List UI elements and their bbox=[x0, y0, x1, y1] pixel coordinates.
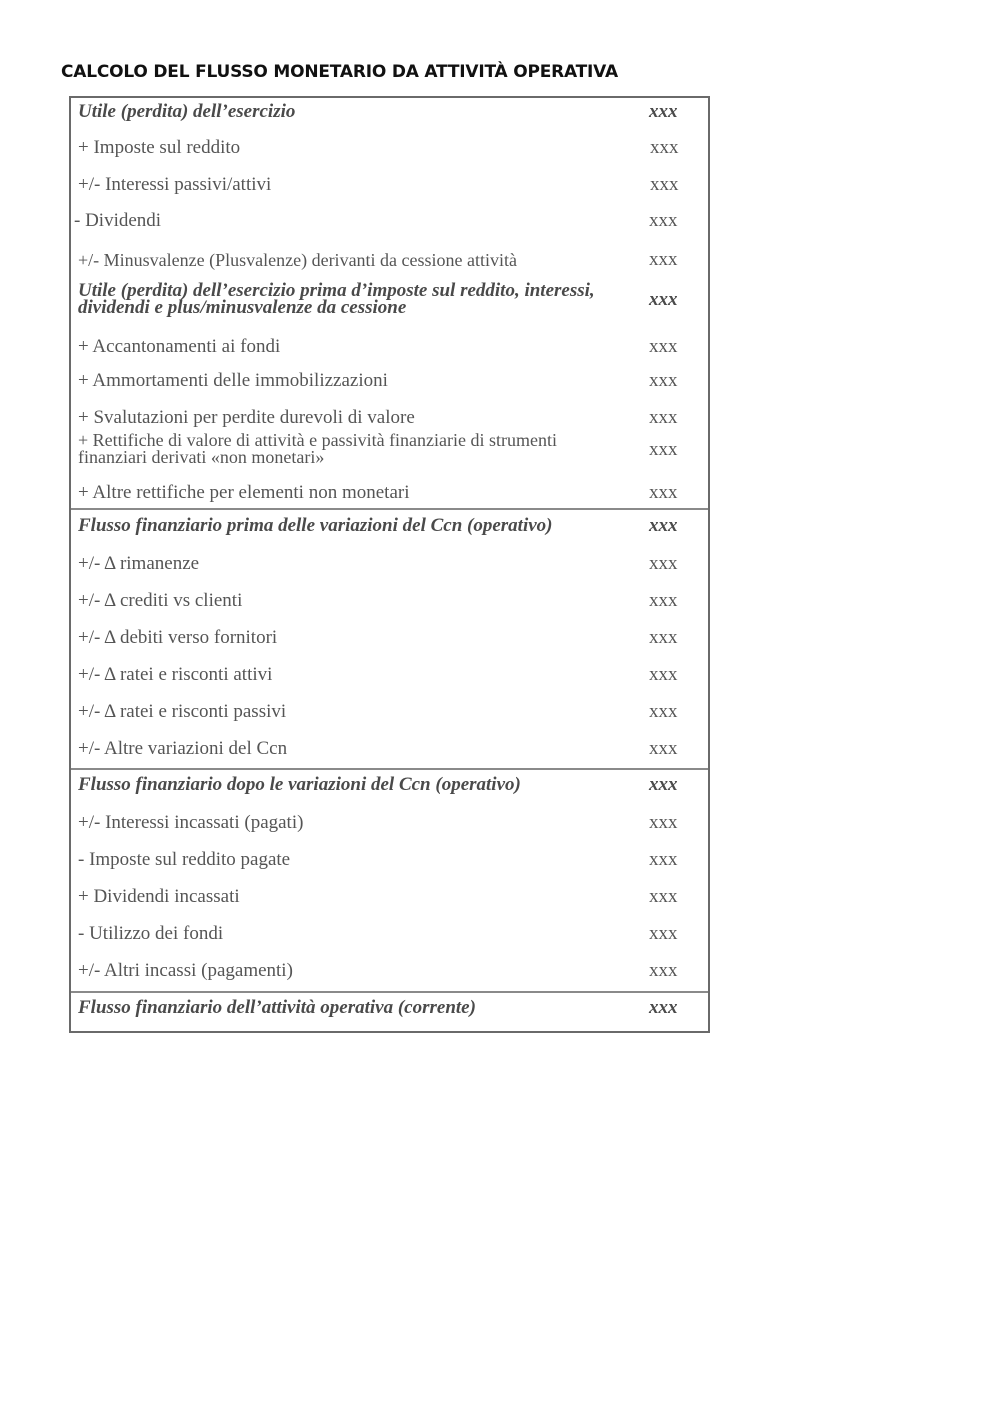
row-value: xxx bbox=[649, 336, 678, 357]
row-label: +/- Interessi incassati (pagati) bbox=[78, 812, 304, 833]
row-label: Flusso finanziario dell’attività operativa (corrente) bbox=[78, 997, 476, 1018]
row-value: xxx bbox=[649, 738, 678, 759]
row-label: - Imposte sul reddito pagate bbox=[78, 849, 291, 870]
row-label: + Rettifiche di valore di attività e passività finanziarie di strumenti finanziari derivati «non monetari» bbox=[78, 430, 558, 467]
page-title: CALCOLO DEL FLUSSO MONETARIO DA ATTIVITÀ OPERATIVA bbox=[61, 62, 618, 82]
row-value: xxx bbox=[649, 101, 678, 122]
row-value: xxx bbox=[649, 701, 678, 722]
row-label: + Dividendi incassati bbox=[78, 886, 240, 907]
row-value: xxx bbox=[650, 137, 679, 158]
row-label: +/- Δ rimanenze bbox=[78, 553, 200, 574]
row-value: xxx bbox=[649, 289, 678, 310]
row-label: + Svalutazioni per perdite durevoli di valore bbox=[78, 407, 415, 428]
row-label: Utile (perdita) dell’esercizio bbox=[78, 101, 296, 122]
row-label: +/- Δ crediti vs clienti bbox=[78, 590, 243, 611]
row-value: xxx bbox=[649, 627, 678, 648]
row-value: xxx bbox=[649, 849, 678, 870]
row-label: Flusso finanziario dopo le variazioni del Ccn (operativo) bbox=[78, 774, 521, 795]
row-value: xxx bbox=[649, 439, 678, 460]
row-value: xxx bbox=[649, 774, 678, 795]
row-label: +/- Altri incassi (pagamenti) bbox=[78, 960, 293, 981]
row-label: +/- Δ ratei e risconti passivi bbox=[78, 701, 287, 722]
section-divider bbox=[71, 508, 708, 510]
row-label: + Accantonamenti ai fondi bbox=[78, 336, 281, 357]
row-value: xxx bbox=[649, 590, 678, 611]
row-value: xxx bbox=[649, 812, 678, 833]
row-value: xxx bbox=[649, 249, 678, 270]
row-value: xxx bbox=[649, 923, 678, 944]
row-value: xxx bbox=[649, 553, 678, 574]
row-label: +/- Minusvalenze (Plusvalenze) derivanti da cessione attività bbox=[78, 250, 518, 270]
row-value: xxx bbox=[649, 515, 678, 536]
row-label: +/- Interessi passivi/attivi bbox=[78, 174, 272, 195]
row-label: +/- Altre variazioni del Ccn bbox=[78, 738, 288, 759]
section-divider bbox=[71, 991, 708, 993]
row-value: xxx bbox=[649, 997, 678, 1018]
row-value: xxx bbox=[649, 960, 678, 981]
row-label: + Altre rettifiche per elementi non monetari bbox=[78, 482, 410, 503]
row-label: + Imposte sul reddito bbox=[78, 137, 241, 158]
row-value: xxx bbox=[650, 174, 679, 195]
row-label: + Ammortamenti delle immobilizzazioni bbox=[78, 370, 388, 391]
row-label: +/- Δ ratei e risconti attivi bbox=[78, 664, 273, 685]
row-value: xxx bbox=[649, 370, 678, 391]
row-label: - Dividendi bbox=[74, 210, 162, 231]
row-label: +/- Δ debiti verso fornitori bbox=[78, 627, 278, 648]
row-value: xxx bbox=[649, 482, 678, 503]
row-label: Flusso finanziario prima delle variazioni del Ccn (operativo) bbox=[78, 515, 553, 536]
section-divider bbox=[71, 768, 708, 770]
row-value: xxx bbox=[649, 664, 678, 685]
cash-flow-table bbox=[69, 96, 710, 1033]
row-value: xxx bbox=[649, 210, 678, 231]
row-value: xxx bbox=[649, 407, 678, 428]
row-value: xxx bbox=[649, 886, 678, 907]
row-label: - Utilizzo dei fondi bbox=[78, 923, 224, 944]
row-label: Utile (perdita) dell’esercizio prima d’imposte sul reddito, interessi, dividendi e plus/minusvalenze da cessione bbox=[78, 280, 595, 318]
